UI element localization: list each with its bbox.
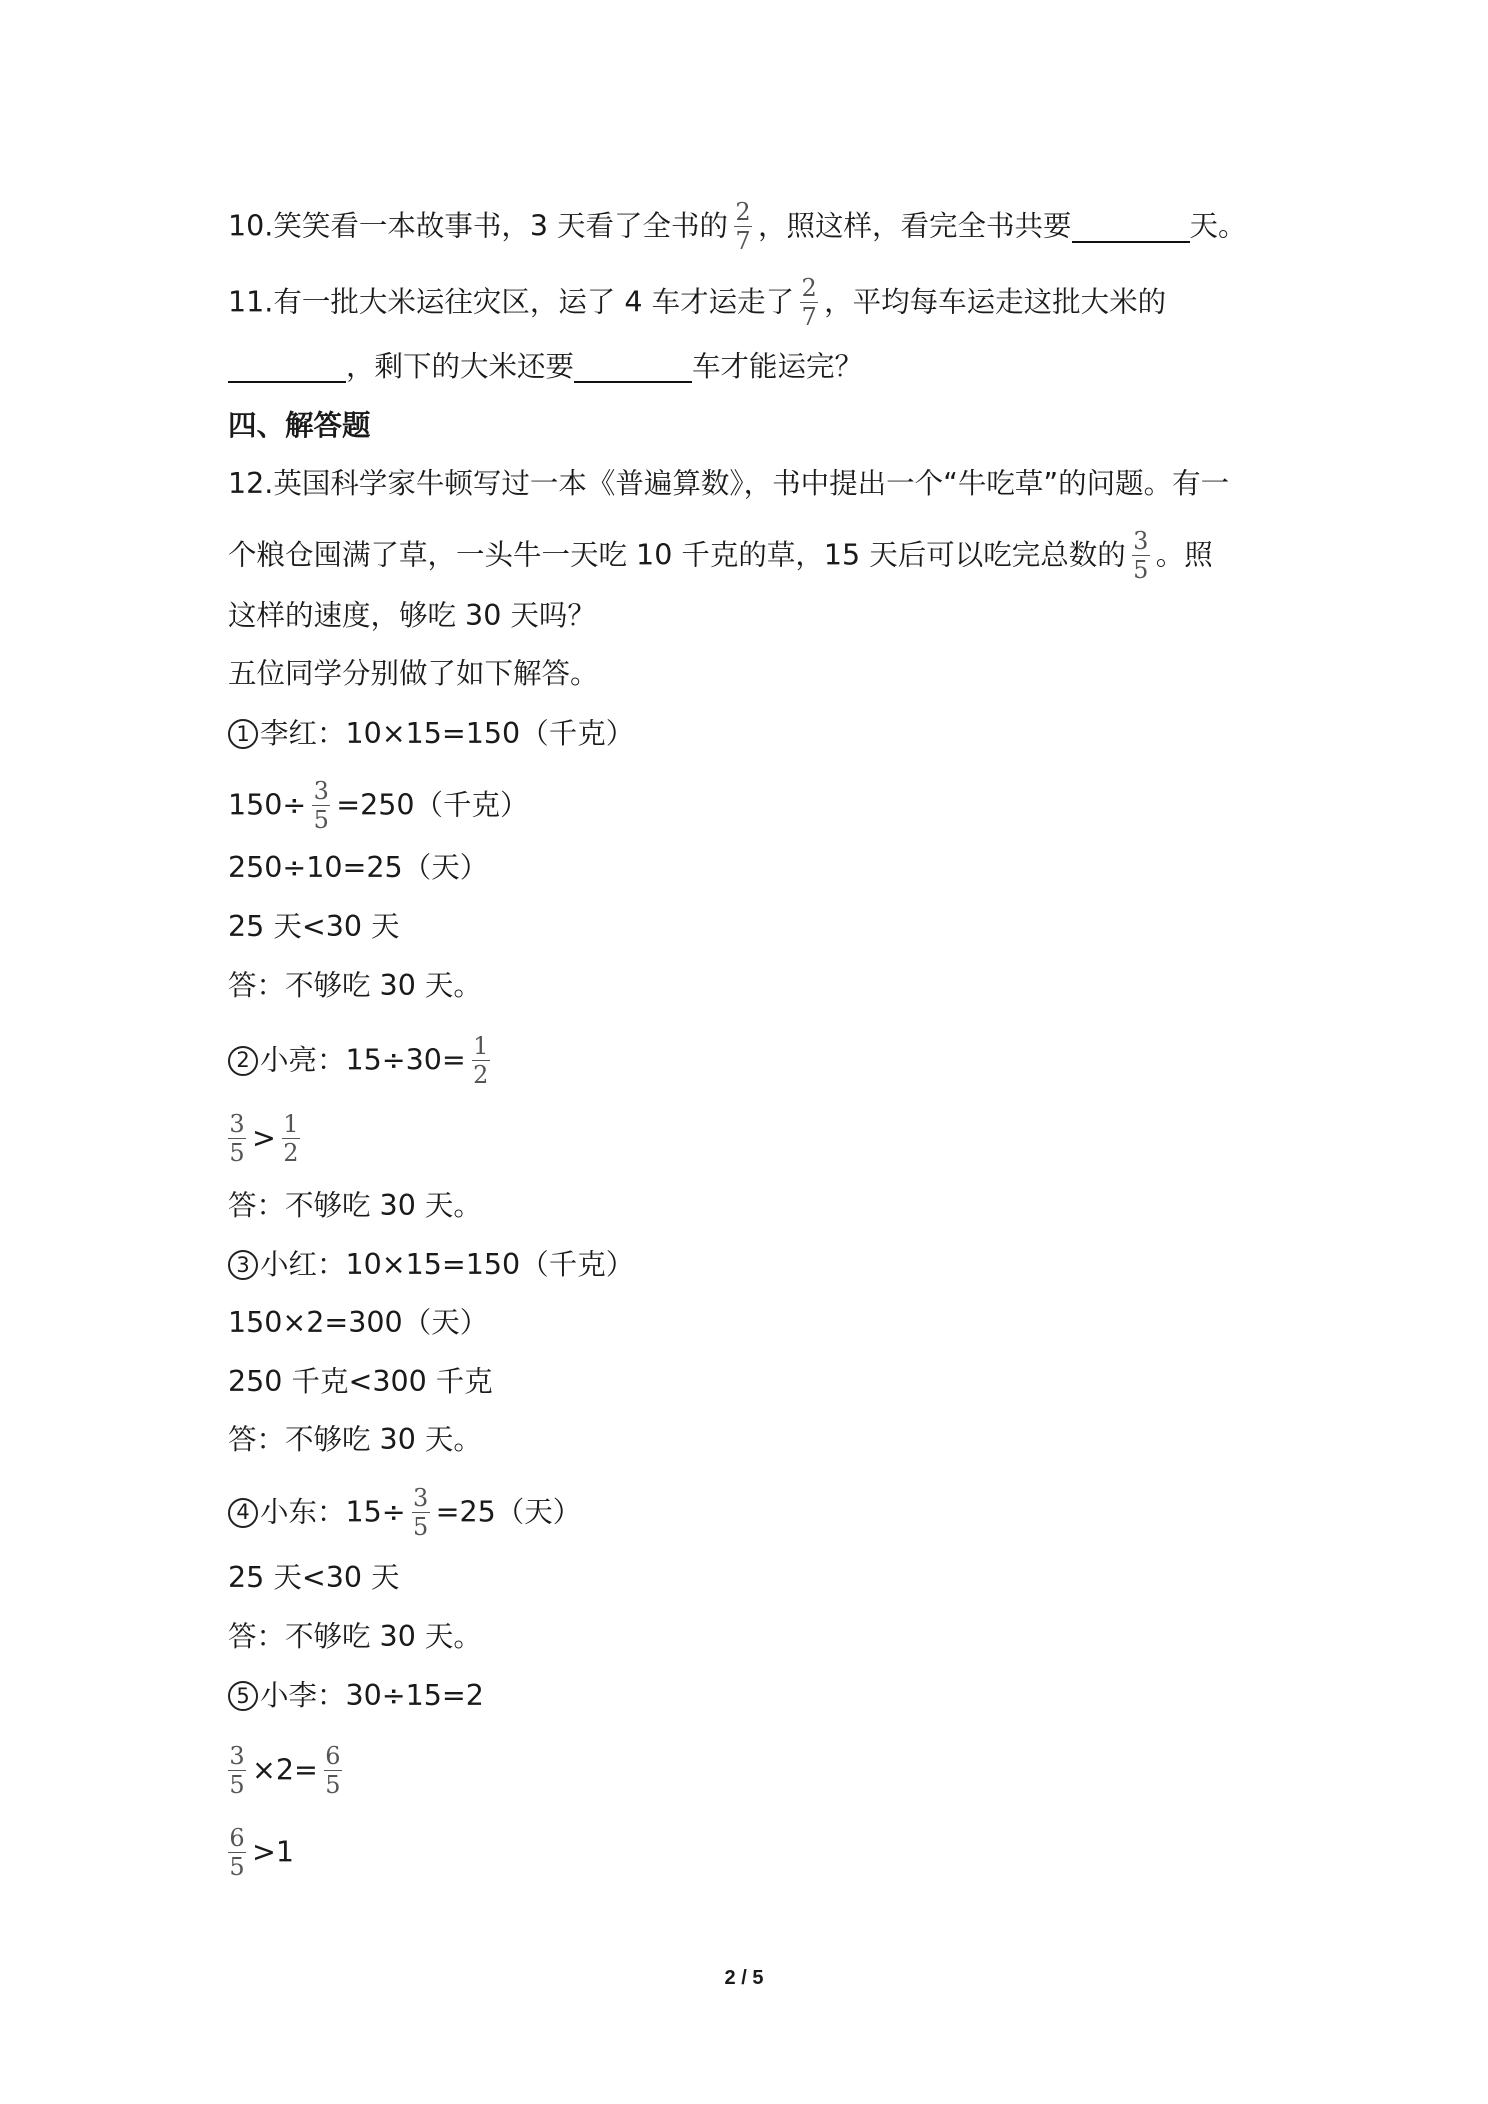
numerator: 6 <box>325 1742 341 1770</box>
denominator: 7 <box>801 303 817 331</box>
solution-4-line-1 <box>228 1484 582 1541</box>
fraction <box>734 198 752 255</box>
fraction <box>228 1824 246 1881</box>
solution-1-answer: 答：不够吃 30 天。 <box>228 969 482 1002</box>
solution-3-line-2: 150×2=300（天） <box>228 1306 489 1339</box>
q10-text-1: 10.笑笑看一本故事书，3 天看了全书的 <box>228 209 729 243</box>
numerator: 2 <box>801 274 817 302</box>
solution-text: 小红：10×15=150（千克） <box>260 1248 635 1281</box>
solution-1-line-3: 250÷10=25（天） <box>228 851 489 884</box>
q12-text-2a: 个粮仓囤满了草，一头牛一天吃 10 千克的草，15 天后可以吃完总数的 <box>228 538 1126 572</box>
solution-text: 李红：10×15=150（千克） <box>260 717 635 750</box>
denominator: 5 <box>313 806 329 834</box>
question-12-line-2 <box>228 527 1213 584</box>
solution-3-line-3: 250 千克<300 千克 <box>228 1365 493 1398</box>
fraction <box>800 274 818 331</box>
q11-text-4: 车才能运完？ <box>692 350 864 383</box>
section-heading: 四、解答题 <box>228 409 371 442</box>
answer-blank[interactable] <box>1072 211 1190 243</box>
circled-number-2: 2 <box>228 1046 258 1076</box>
denominator: 5 <box>229 1771 245 1799</box>
numerator: 1 <box>473 1032 489 1060</box>
solution-1-line-2 <box>228 777 529 834</box>
denominator: 5 <box>325 1771 341 1799</box>
q10-text-3: 天。 <box>1189 209 1247 243</box>
denominator: 2 <box>283 1139 299 1167</box>
fraction <box>412 1484 430 1541</box>
solution-1-line-1 <box>228 713 634 754</box>
answer-blank[interactable] <box>574 351 692 383</box>
question-12-line-4: 五位同学分别做了如下解答。 <box>228 657 599 690</box>
q11-text-2: ，平均每车运走这批大米的 <box>824 285 1167 319</box>
fraction <box>228 1742 246 1799</box>
question-11-line-1 <box>228 274 1167 331</box>
comparison-sign: > <box>252 1121 276 1155</box>
denominator: 5 <box>229 1139 245 1167</box>
solution-2-line-2 <box>228 1110 306 1167</box>
solution-text: 150÷ <box>228 788 307 822</box>
fraction <box>228 1110 246 1167</box>
solution-text: 小李：30÷15=2 <box>260 1679 484 1712</box>
solution-2-answer: 答：不够吃 30 天。 <box>228 1189 482 1222</box>
solution-2-line-1 <box>228 1032 496 1089</box>
answer-blank[interactable] <box>228 351 346 383</box>
q12-text-2b: 。照 <box>1155 538 1213 572</box>
question-10 <box>228 198 1247 255</box>
question-12-line-1: 12.英国科学家牛顿写过一本《普遍算数》，书中提出一个“牛吃草”的问题。有一 <box>228 467 1230 500</box>
solution-text: ×2= <box>252 1753 318 1787</box>
solution-text: 小亮：15÷30= <box>260 1043 466 1077</box>
question-12-line-3: 这样的速度，够吃 30 天吗？ <box>228 599 596 632</box>
denominator: 2 <box>473 1061 489 1089</box>
numerator: 3 <box>229 1110 245 1138</box>
denominator: 5 <box>229 1853 245 1881</box>
q11-text-3: ，剩下的大米还要 <box>346 350 575 383</box>
question-11-line-2 <box>228 346 863 387</box>
fraction <box>472 1032 490 1089</box>
solution-text: 小东：15÷ <box>260 1495 406 1529</box>
q11-text-1: 11.有一批大米运往灾区，运了 4 车才运走了 <box>228 285 795 319</box>
denominator: 7 <box>735 227 751 255</box>
numerator: 3 <box>1133 527 1149 555</box>
q10-text-2: ，照这样，看完全书共要 <box>758 209 1072 243</box>
solution-5-line-3 <box>228 1824 295 1881</box>
numerator: 2 <box>735 198 751 226</box>
solution-1-line-4: 25 天<30 天 <box>228 910 400 943</box>
circled-number-3: 3 <box>228 1250 258 1280</box>
page-number: 2 / 5 <box>724 1967 764 1989</box>
solution-4-line-2: 25 天<30 天 <box>228 1561 400 1594</box>
numerator: 6 <box>229 1824 245 1852</box>
solution-text: >1 <box>252 1835 295 1869</box>
numerator: 1 <box>283 1110 299 1138</box>
solution-4-answer: 答：不够吃 30 天。 <box>228 1620 482 1653</box>
circled-number-5: 5 <box>228 1681 258 1711</box>
solution-3-answer: 答：不够吃 30 天。 <box>228 1423 482 1456</box>
fraction <box>312 777 330 834</box>
numerator: 3 <box>413 1484 429 1512</box>
denominator: 5 <box>1133 556 1149 584</box>
solution-3-line-1 <box>228 1244 634 1285</box>
solution-5-line-2 <box>228 1742 348 1799</box>
circled-number-4: 4 <box>228 1498 258 1528</box>
solution-text: =25（天） <box>435 1495 582 1529</box>
fraction <box>324 1742 342 1799</box>
fraction <box>1132 527 1150 584</box>
fraction <box>282 1110 300 1167</box>
circled-number-1: 1 <box>228 719 258 749</box>
solution-5-line-1 <box>228 1675 484 1716</box>
numerator: 3 <box>229 1742 245 1770</box>
solution-text: =250（千克） <box>336 788 529 822</box>
denominator: 5 <box>413 1513 429 1541</box>
numerator: 3 <box>313 777 329 805</box>
